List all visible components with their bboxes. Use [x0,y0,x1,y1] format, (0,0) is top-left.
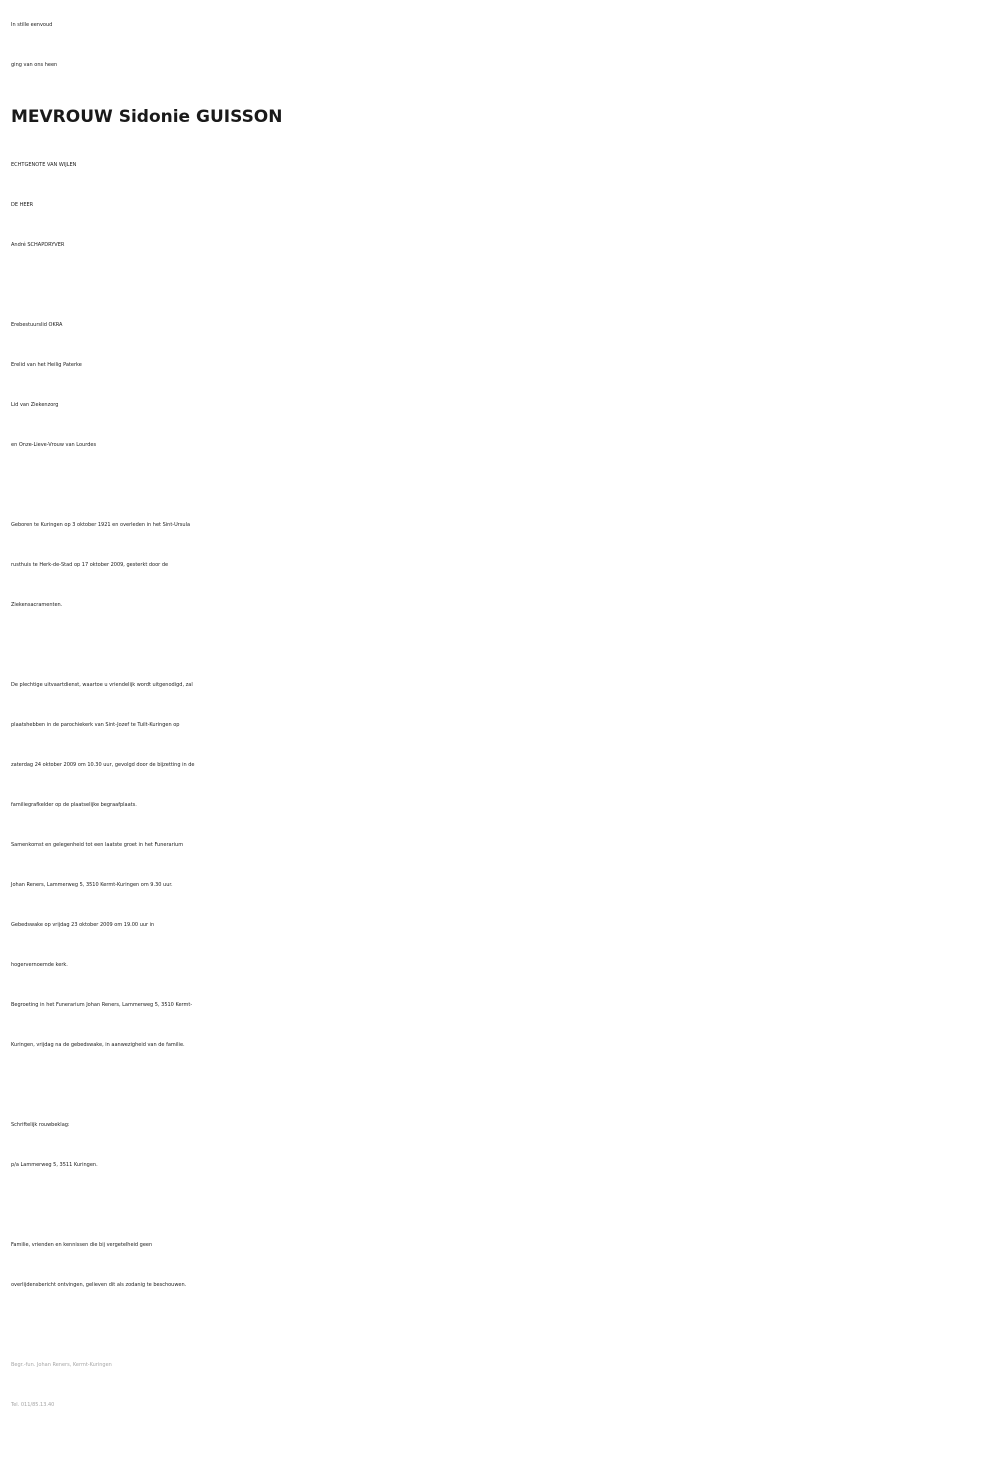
service-line: Samenkomst en gelegenheid tot een laatste groet in het Funerarium [11,842,184,848]
service-section [11,665,991,1065]
spacer [11,265,991,305]
spacer [11,1185,991,1225]
service-line: Kuringen, vrijdag na de gebedswake, in aanwezigheid van de familie. [11,1042,185,1048]
service-line: Begroeting in het Funerarium Johan Reners, Lammerweg 5, 3510 Kermt- [11,1002,193,1008]
intro-line: In stille eenvoud [11,22,53,28]
funeral-home-footer [11,1345,991,1425]
spacer [11,465,991,505]
membership-line: Erebestuurslid OKRA [11,322,63,328]
spacer [11,625,991,665]
spacer [11,1305,991,1345]
obituary-notice [11,5,991,1425]
deceased-name: MEVROUW Sidonie GUISSON [11,107,283,127]
intro-line: ging van ons heen [11,62,58,68]
spouse-line: ECHTGENOTE VAN WIJLEN [11,162,77,168]
condolences-section [11,1105,991,1185]
memberships-section [11,305,991,465]
intro-section [11,5,991,85]
spacer [11,1065,991,1105]
birth-death-section [11,505,991,625]
service-line: hogervernoemde kerk. [11,962,68,968]
spouse-line: DE HEER [11,202,34,208]
funeral-home-name: Begr.-fun. Johan Reners, Kermt-Kuringen [11,1362,112,1368]
condolences-address: p/a Lammerweg 5, 3511 Kuringen. [11,1162,98,1168]
spouse-section [11,145,991,265]
service-line: De plechtige uitvaartdienst, waartoe u vriendelijk wordt uitgenodigd, zal [11,682,193,688]
membership-line: en Onze-Lieve-Vrouw van Lourdes [11,442,97,448]
spouse-line: André SCHAPDRYVER [11,242,65,248]
birth-death-line: Ziekensacramenten. [11,602,63,608]
service-line: zaterdag 24 oktober 2009 om 10.30 uur, gevolgd door de bijzetting in de [11,762,195,768]
service-line: Johan Reners, Lammerweg 5, 3510 Kermt-Kuringen om 9.30 uur. [11,882,173,888]
birth-death-line: rusthuis te Herk-de-Stad op 17 oktober 2009, gesterkt door de [11,562,169,568]
notice-section [11,1225,991,1305]
service-line: Gebedswake op vrijdag 23 oktober 2009 om 19.00 uur in [11,922,155,928]
membership-line: Lid van Ziekenzorg [11,402,59,408]
membership-line: Erelid van het Heilig Paterke [11,362,82,368]
notice-line: Familie, vrienden en kennissen die bij vergetelheid geen [11,1242,153,1248]
notice-line: overlijdensbericht ontvingen, gelieven dit als zodanig te beschouwen. [11,1282,187,1288]
condolences-line: Schriftelijk rouwbeklag: [11,1122,70,1128]
service-line: plaatshebben in de parochiekerk van Sint-Jozef te Tuilt-Kuringen op [11,722,180,728]
service-line: familiegrafkelder op de plaatselijke begraafplaats. [11,802,137,808]
funeral-home-phone: Tel. 011/85.13.40 [11,1402,55,1408]
birth-death-line: Geboren te Kuringen op 3 oktober 1921 en overleden in het Sint-Ursula [11,522,191,528]
